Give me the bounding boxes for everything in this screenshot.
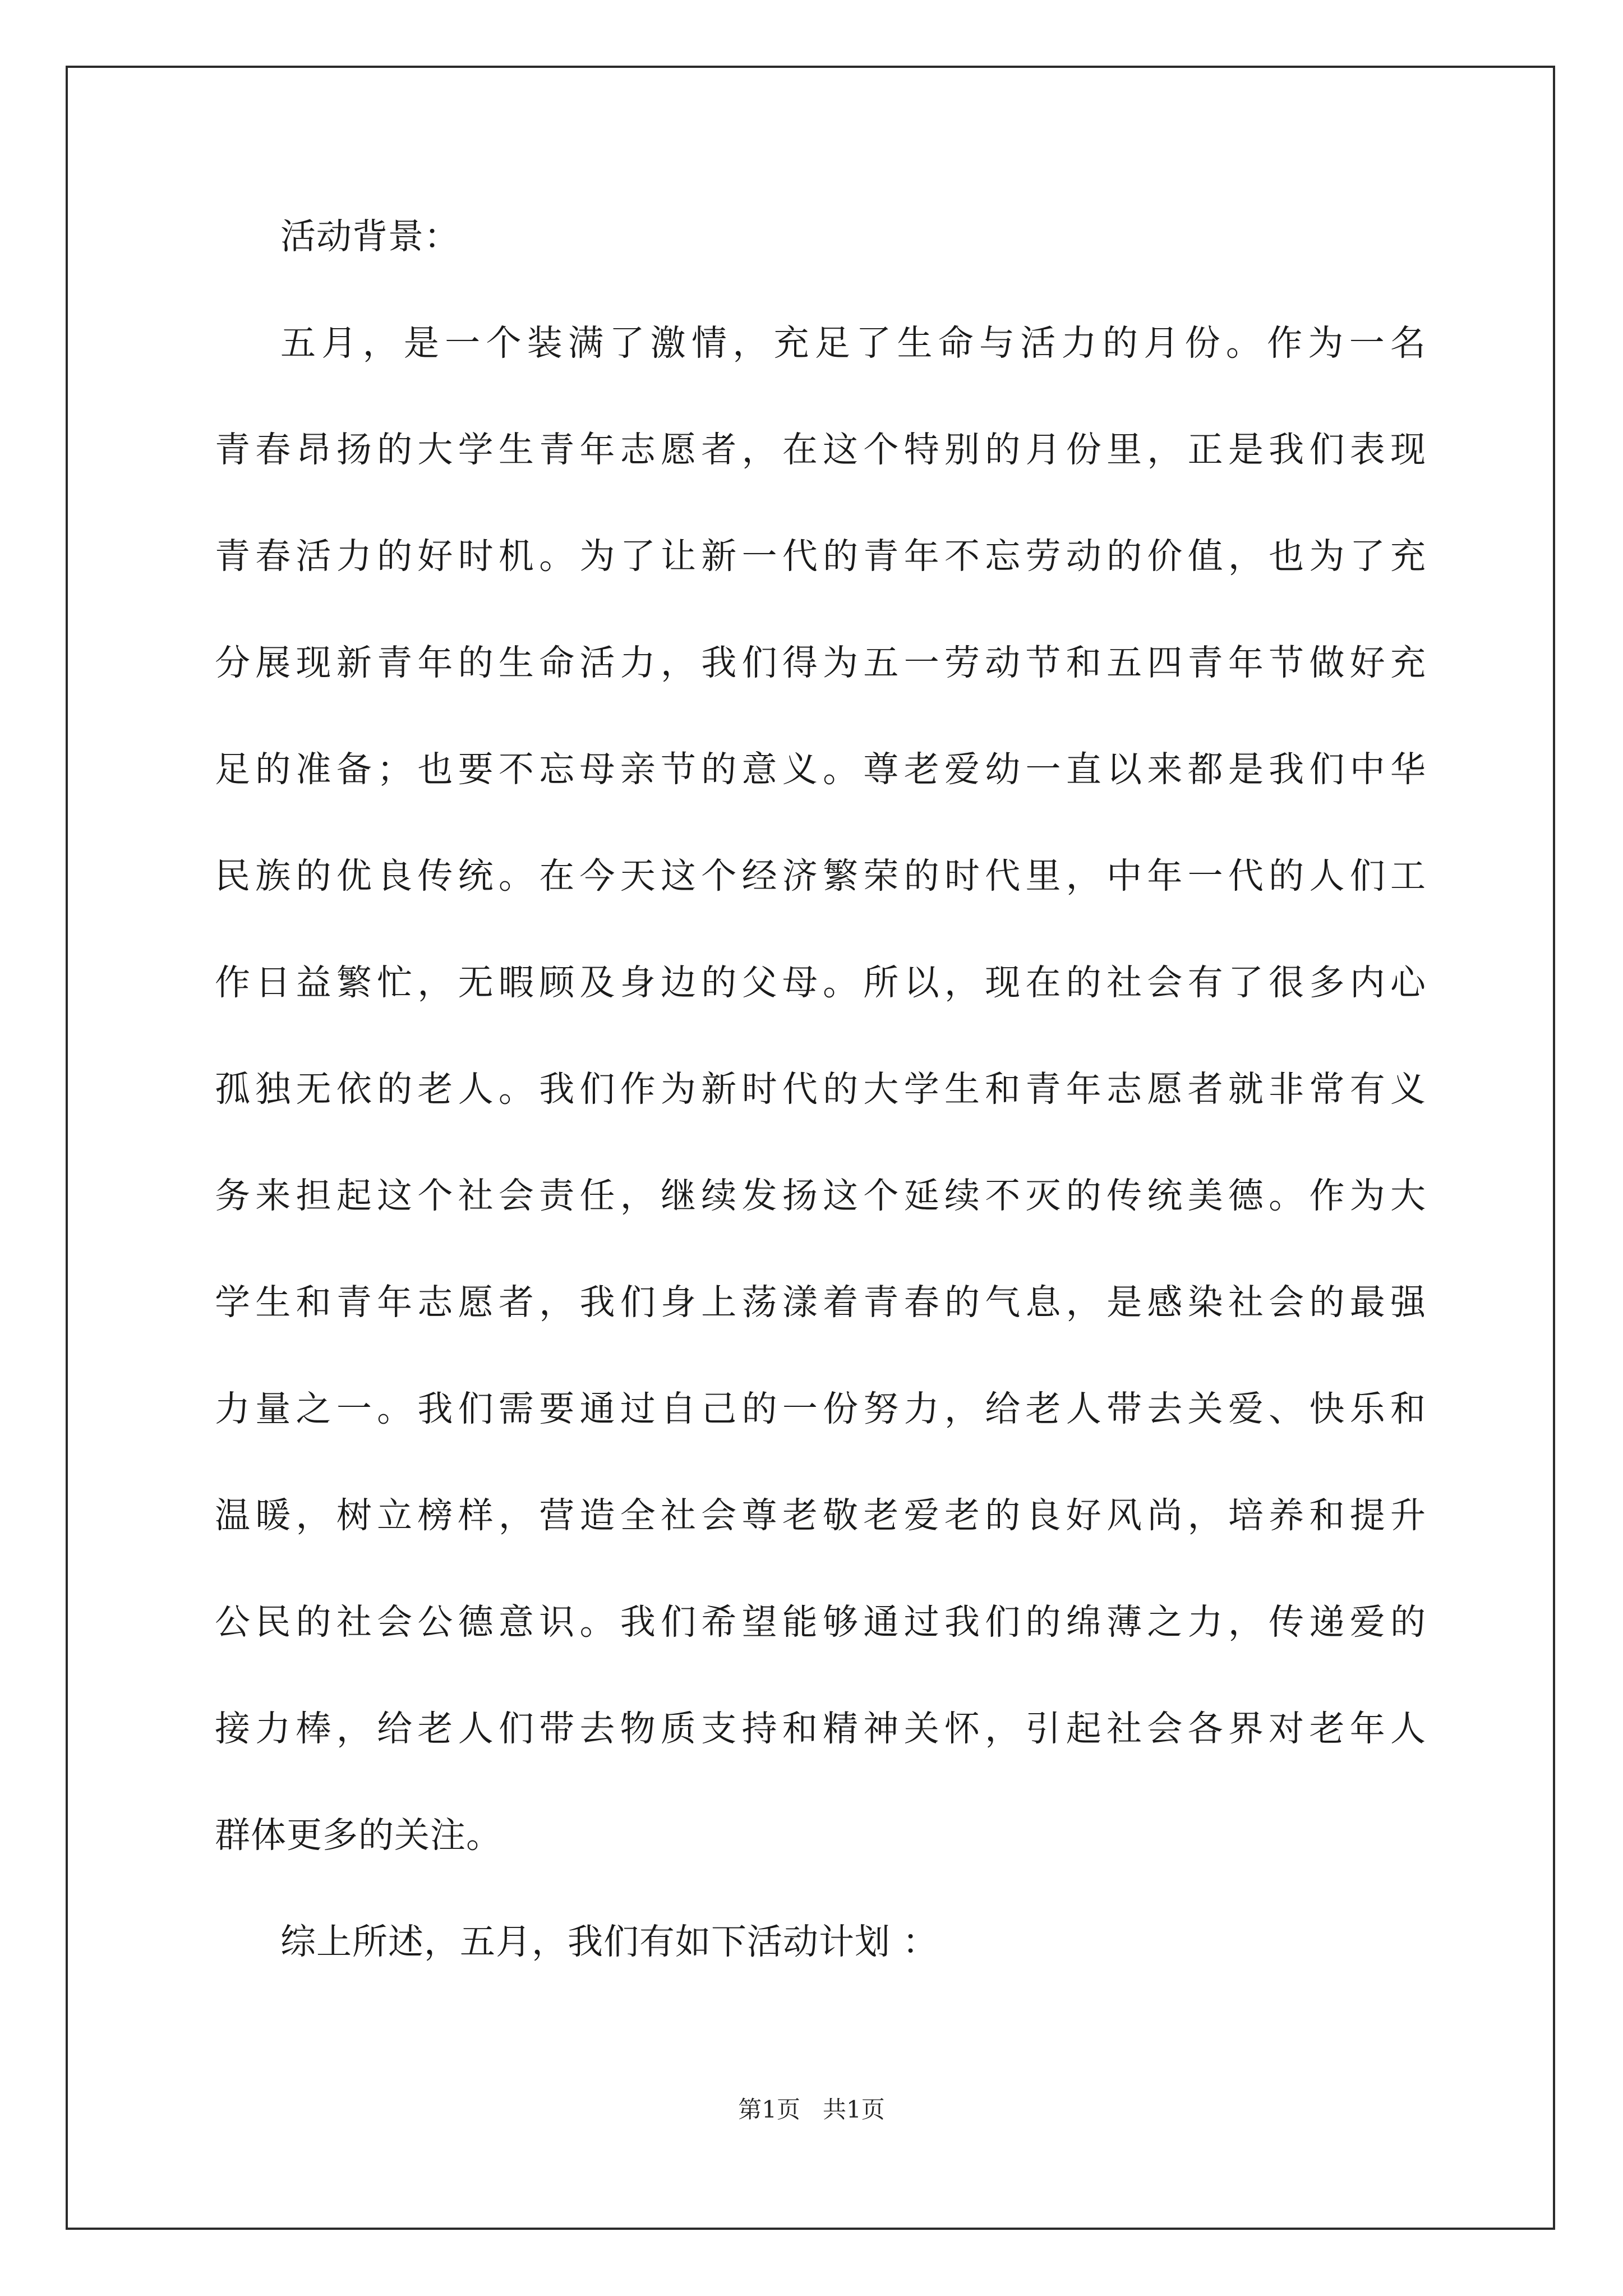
- document-body: [215, 216, 1426, 1962]
- background-paragraph: [215, 323, 1426, 1856]
- section-heading: 活动背景：: [280, 216, 460, 257]
- paragraph-line: 学生和青年志愿者，我们身上荡漾着青春的气息，是感染社会的最强: [215, 1282, 1426, 1323]
- page-number-current: 第1页: [738, 2096, 800, 2123]
- paragraph-line: 作日益繁忙，无暇顾及身边的父母。所以，现在的社会有了很多内心: [215, 962, 1426, 1003]
- paragraph-line: 五月，是一个装满了激情，充足了生命与活力的月份。作为一名: [280, 323, 1426, 364]
- paragraph-line: 务来担起这个社会责任，继续发扬这个延续不灭的传统美德。作为大: [215, 1175, 1426, 1216]
- paragraph-line: 公民的社会公德意识。我们希望能够通过我们的绵薄之力，传递爱的: [215, 1602, 1426, 1642]
- summary-line: 综上所述，五月，我们有如下活动计划 ：: [280, 1921, 939, 1962]
- paragraph-line: 群体更多的关注。: [215, 1815, 502, 1856]
- paragraph-line: 接力棒，给老人们带去物质支持和精神关怀，引起社会各界对老年人: [215, 1708, 1426, 1749]
- paragraph-line: 足的准备；也要不忘母亲节的意义。尊老爱幼一直以来都是我们中华: [215, 749, 1426, 790]
- paragraph-line: 温暖，树立榜样，营造全社会尊老敬老爱老的良好风尚，培养和提升: [215, 1495, 1426, 1536]
- page-footer: [0, 2098, 1623, 2122]
- paragraph-line: 民族的优良传统。在今天这个经济繁荣的时代里，中年一代的人们工: [215, 855, 1426, 896]
- paragraph-line: 分展现新青年的生命活力，我们得为五一劳动节和五四青年节做好充: [215, 642, 1426, 683]
- paragraph-line: 力量之一。我们需要通过自己的一份努力，给老人带去关爱、快乐和: [215, 1388, 1426, 1429]
- paragraph-line: 青春活力的好时机。为了让新一代的青年不忘劳动的价值，也为了充: [215, 536, 1426, 577]
- page-number-total: 共1页: [823, 2096, 885, 2123]
- paragraph-line: 青春昂扬的大学生青年志愿者，在这个特别的月份里，正是我们表现: [215, 429, 1426, 470]
- paragraph-line: 孤独无依的老人。我们作为新时代的大学生和青年志愿者就非常有义: [215, 1069, 1426, 1110]
